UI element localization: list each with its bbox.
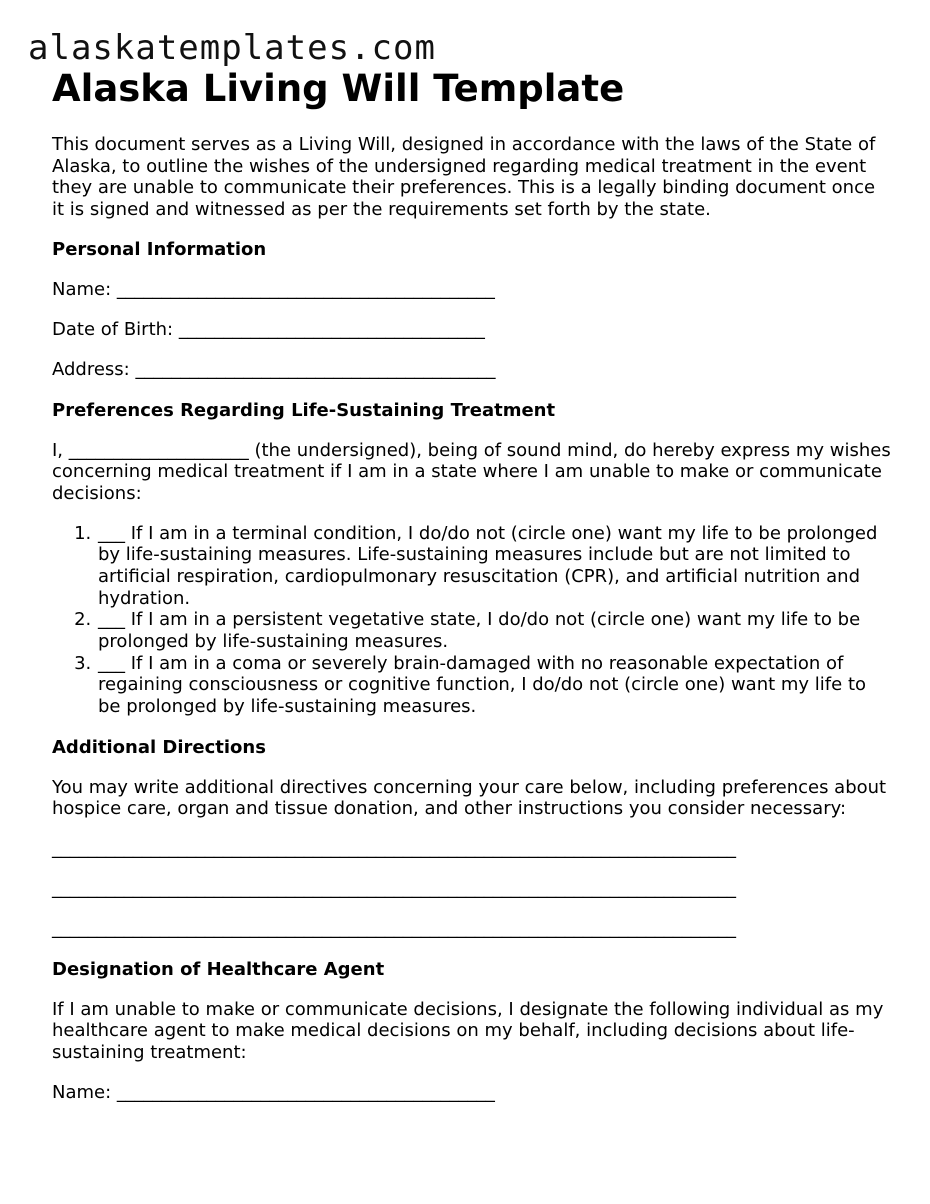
date-of-birth-field[interactable]: Date of Birth: __________________________________ <box>52 319 485 340</box>
healthcare-agent-text: If I am unable to make or communicate decisions, I designate the following individual as my healthcare agent to make medical decisions on my behalf, including decisions about life-sustaining treatment: <box>52 998 884 1063</box>
preferences-list <box>52 523 892 718</box>
document-title: Alaska Living Will Template <box>52 67 625 110</box>
agent-name-field[interactable]: Name: __________________________________________ <box>52 1081 495 1103</box>
name-field[interactable]: Name: __________________________________________ <box>52 279 495 300</box>
additional-directions-heading: Additional Directions <box>52 736 266 758</box>
preferences-heading: Preferences Regarding Life-Sustaining Treatment <box>52 399 556 421</box>
document-body <box>52 64 892 1103</box>
healthcare-agent-heading: Designation of Healthcare Agent <box>52 958 385 980</box>
directive-write-line[interactable]: ____________________________________________________________________________ <box>52 838 736 860</box>
preference-item-terminal: 1. ___ If I am in a terminal condition, I do/do not (circle one) want my life to be prolonged by life-sustaining measures. Life-sustaining measures include but are not limited to artificial respiration, cardiopulmonary resuscitation (CPR), and artificial nutrition and hydration. <box>97 523 892 610</box>
directive-write-line[interactable]: ____________________________________________________________________________ <box>52 918 736 940</box>
personal-information-heading: Personal Information <box>52 239 267 260</box>
preference-item-vegetative: 2. ___ If I am in a persistent vegetative state, I do/do not (circle one) want my life to be prolonged by life-sustaining measures. <box>97 609 892 652</box>
intro-paragraph: This document serves as a Living Will, designed in accordance with the laws of the State of Alaska, to outline the wishes of the undersigned regarding medical treatment in the event they are unable to communicate their preferences. This is a legally binding document once it is signed and witnessed as per the requirements set forth by the state. <box>52 134 876 220</box>
address-field[interactable]: Address: ________________________________________ <box>52 359 496 380</box>
additional-directions-text: You may write additional directives concerning your care below, including preferences about hospice care, organ and tissue donation, and other instructions you consider necessary: <box>52 776 887 820</box>
directive-write-line[interactable]: ____________________________________________________________________________ <box>52 878 736 900</box>
site-watermark: alaskatemplates.com <box>28 28 436 68</box>
preferences-statement: I, ____________________ (the undersigned), being of sound mind, do hereby express my wishes concerning medical treatment if I am in a state where I am unable to make or communicate decisions: <box>52 439 891 504</box>
preference-item-coma: 3. ___ If I am in a coma or severely brain-damaged with no reasonable expectation of regaining consciousness or cognitive function, I do/do not (circle one) want my life to be prolonged by life-sustaining measures. <box>97 653 892 718</box>
